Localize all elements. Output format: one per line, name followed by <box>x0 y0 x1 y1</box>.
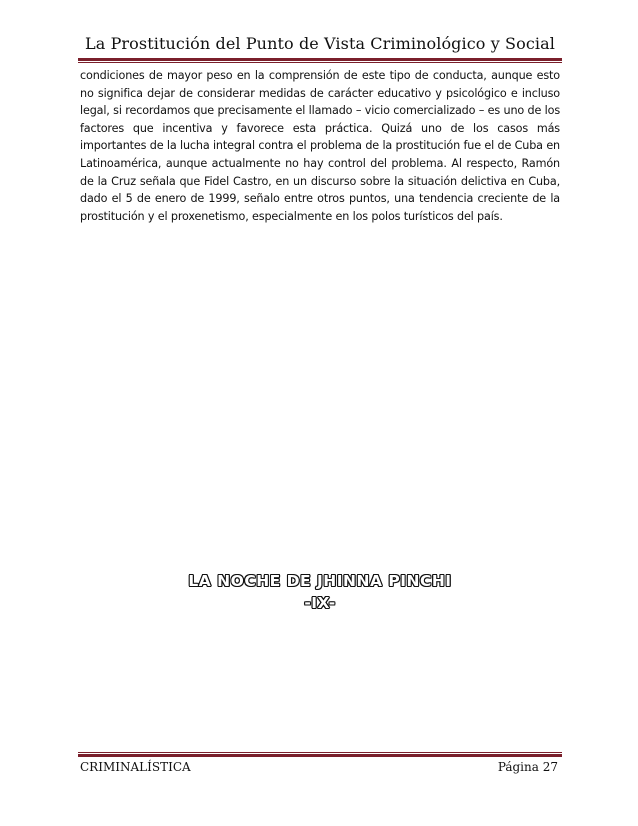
footer-divider-thick <box>78 754 562 757</box>
body-paragraph: condiciones de mayor peso en la comprensión de este tipo de conducta, aunque esto no significa dejar de considerar medidas de carácter educativo y psicológico e incluso legal, si recordamos que precisamente el llamado – vicio comercializado – es uno de los factores que incentiva y favorece esta práctica. Quizá uno de los casos más importantes de la lucha integral contra el problema de la prostitución fue el de Cuba en Latinoamérica, aunque actualmente no hay control del problema. Al respecto, Ramón de la Cruz señala que Fidel Castro, en un discurso sobre la situación delictiva en Cuba, dado el 5 de enero de 1999, señalo entre otros puntos, una tendencia creciente de la prostitución y el proxenetismo, especialmente en los polos turísticos del país. <box>80 69 560 223</box>
header-divider-thick <box>78 58 562 61</box>
chapter-heading <box>80 570 560 614</box>
chapter-title: LA NOCHE DE JHINNA PINCHI <box>188 572 452 590</box>
footer-divider-thin <box>78 752 562 753</box>
footer-divider <box>78 752 562 758</box>
page-number: Página 27 <box>497 760 558 774</box>
header-title: La Prostitución del Punto de Vista Criminológico y Social <box>85 34 555 53</box>
header-divider-thin <box>78 62 562 63</box>
body-text <box>80 67 560 225</box>
footer-section-label: CRIMINALÍSTICA <box>80 760 191 774</box>
chapter-number: -IX- <box>304 594 336 612</box>
header-divider <box>78 58 562 64</box>
